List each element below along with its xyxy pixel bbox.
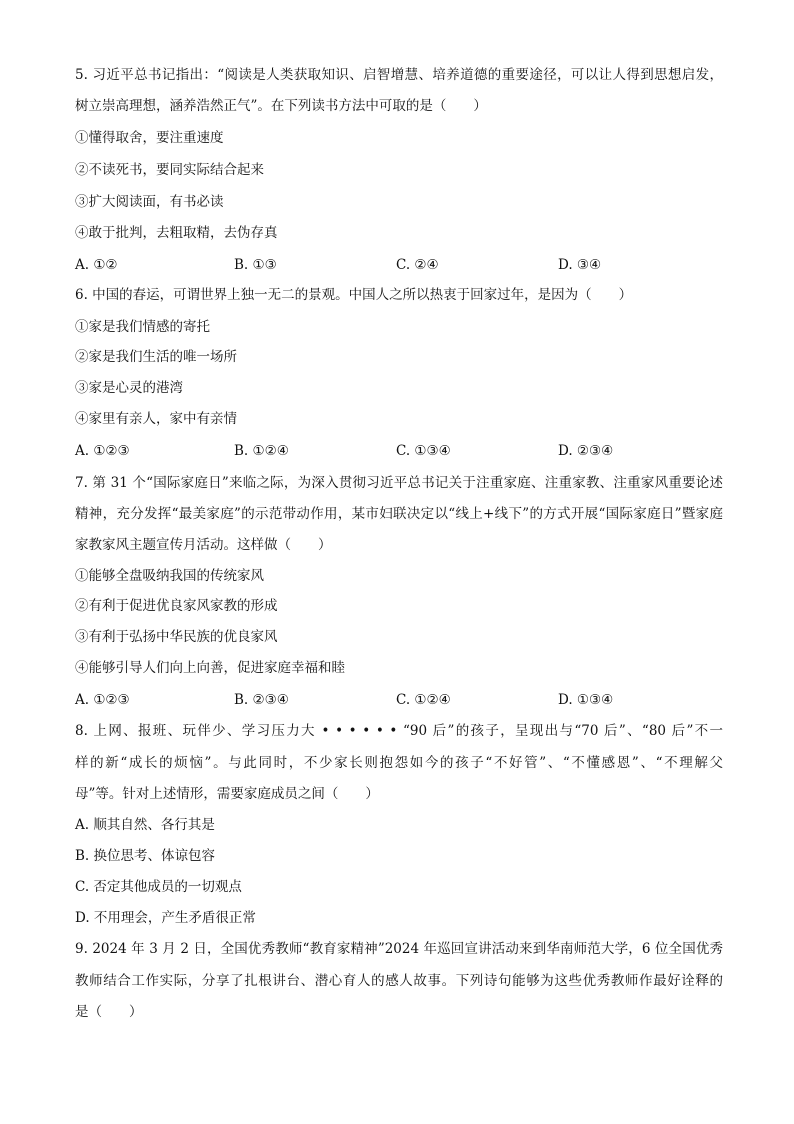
q6-statement-2: ②家是我们生活的唯一场所 — [75, 349, 237, 365]
q9-stem-line-2: 教师结合工作实际，分享了扎根讲台、潜心育人的感人故事。下列诗句能够为这些优秀教师作最好诠释的 — [75, 973, 723, 989]
q5-option-c: C. ②④ — [396, 257, 439, 273]
q6-statement-4: ④家里有亲人，家中有亲情 — [75, 411, 237, 427]
q8-stem-line-1: 8. 上网、报班、玩伴少、学习压力大 • • • • • • “90 后”的孩子，呈现出与“70 后”、“80 后”不一 — [75, 723, 723, 739]
q7-stem-line-3: 家教家风主题宣传月活动。这样做（ ） — [75, 537, 332, 553]
q7-option-b: B. ②③④ — [234, 692, 289, 708]
q8-choice-d: D. 不用理会，产生矛盾很正常 — [75, 910, 256, 926]
q5-stem-line-2: 树立崇高理想，涵养浩然正气”。在下列读书方法中可取的是（ ） — [75, 98, 487, 114]
q5-statement-3: ③扩大阅读面，有书必读 — [75, 194, 224, 210]
q7-statement-4: ④能够引导人们向上向善，促进家庭幸福和睦 — [75, 660, 345, 676]
q5-statement-1: ①懂得取舍，要注重速度 — [75, 130, 224, 146]
q6-statement-3: ③家是心灵的港湾 — [75, 380, 183, 396]
q7-statement-3: ③有利于弘扬中华民族的优良家风 — [75, 629, 278, 645]
q7-option-a: A. ①②③ — [75, 692, 130, 708]
q7-option-d: D. ①③④ — [558, 692, 614, 708]
q6-stem-line-1: 6. 中国的春运，可谓世界上独一无二的景观。中国人之所以热衷于回家过年，是因为（ ） — [75, 287, 633, 303]
q5-option-d: D. ③④ — [558, 257, 602, 273]
q5-statement-4: ④敢于批判，去粗取精，去伪存真 — [75, 225, 278, 241]
q6-statement-1: ①家是我们情感的寄托 — [75, 319, 210, 335]
q8-stem-line-3: 母”等。针对上述情形，需要家庭成员之间（ ） — [75, 786, 379, 802]
q6-option-b: B. ①②④ — [234, 443, 289, 459]
q9-stem-line-1: 9. 2024 年 3 月 2 日，全国优秀教师“教育家精神”2024 年巡回宣讲活动来到华南师范大学，6 位全国优秀 — [75, 941, 723, 957]
q6-option-c: C. ①③④ — [396, 443, 451, 459]
q7-stem-line-2: 精神，充分发挥“最美家庭”的示范带动作用，某市妇联决定以“线上+线下”的方式开展“国际家庭日”暨家庭 — [75, 506, 723, 522]
q6-option-d: D. ②③④ — [558, 443, 614, 459]
q5-option-a: A. ①② — [75, 257, 118, 273]
q7-stem-line-1: 7. 第 31 个“国际家庭日”来临之际，为深入贯彻习近平总书记关于注重家庭、注重家教、注重家风重要论述 — [75, 475, 723, 491]
q8-choice-c: C. 否定其他成员的一切观点 — [75, 879, 242, 895]
q5-stem-line-1: 5. 习近平总书记指出：“阅读是人类获取知识、启智增慧、培养道德的重要途径，可以让人得到思想启发， — [75, 67, 723, 83]
q7-statement-2: ②有利于促进优良家风家教的形成 — [75, 598, 278, 614]
q8-choice-a: A. 顺其自然、各行其是 — [75, 817, 215, 833]
q7-option-c: C. ①②④ — [396, 692, 451, 708]
q6-option-a: A. ①②③ — [75, 443, 130, 459]
q7-statement-1: ①能够全盘吸纳我国的传统家风 — [75, 568, 264, 584]
q9-stem-line-3: 是（ ） — [75, 1004, 143, 1020]
q8-stem-line-2: 样的新“成长的烦恼”。与此同时，不少家长则抱怨如今的孩子“不好管”、“不懂感恩”、“不理解父 — [75, 755, 723, 771]
q5-statement-2: ②不读死书，要同实际结合起来 — [75, 162, 264, 178]
q8-choice-b: B. 换位思考、体谅包容 — [75, 848, 216, 864]
q5-option-b: B. ①③ — [234, 257, 277, 273]
